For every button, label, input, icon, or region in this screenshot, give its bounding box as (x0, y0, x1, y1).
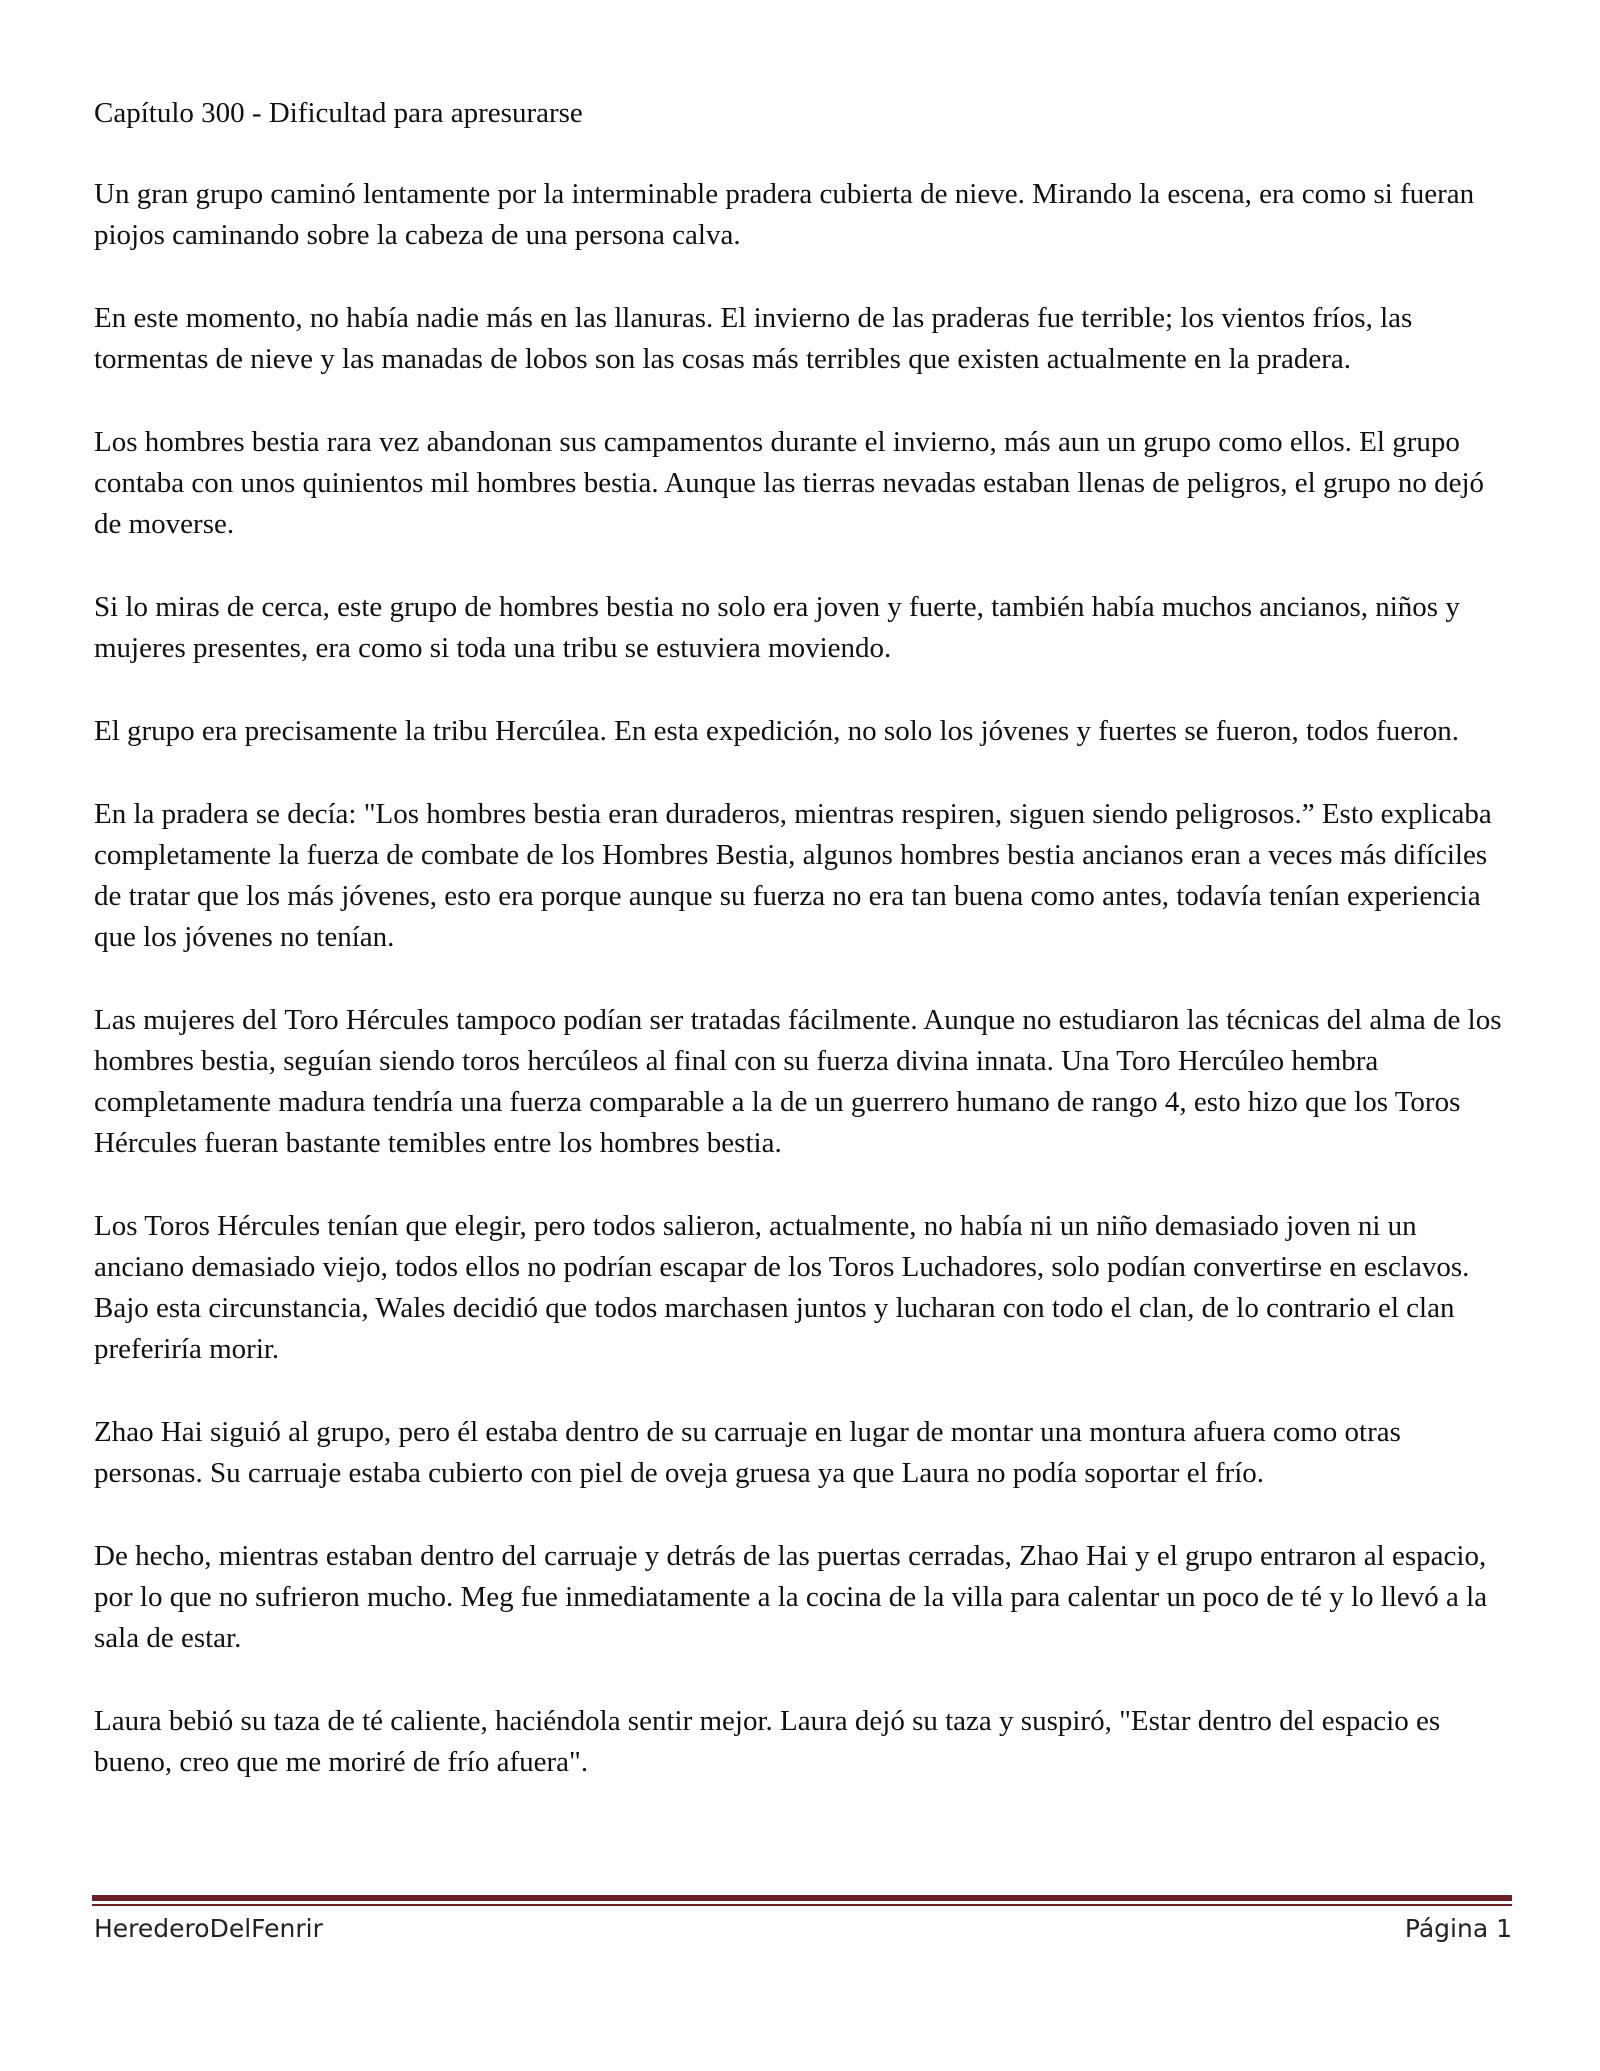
document-body (94, 92, 1514, 1825)
footer-divider-thin (92, 1904, 1512, 1906)
paragraph: Los hombres bestia rara vez abandonan sus campamentos durante el invierno, más aun un grupo como ellos. El grupo contaba con unos quinientos mil hombres bestia. Aunque las tierras nevadas estaban llenas de peligros, el grupo no dejó de moverse. (94, 426, 1485, 540)
paragraph: Un gran grupo caminó lentamente por la interminable pradera cubierta de nieve. Mirando la escena, era como si fueran piojos caminando sobre la cabeza de una persona calva. (94, 178, 1475, 251)
footer-page-number: Página 1 (1404, 1914, 1512, 1943)
paragraph: En la pradera se decía: "Los hombres bestia eran duraderos, mientras respiren, siguen siendo peligrosos.” Esto explicaba completamente la fuerza de combate de los Hombres Bestia, algunos hombres bestia ancianos eran a veces más difíciles de tratar que los más jóvenes, esto era porque aunque su fuerza no era tan buena como antes, todavía tenían experiencia que los jóvenes no tenían. (94, 798, 1492, 953)
paragraph: Si lo miras de cerca, este grupo de hombres bestia no solo era joven y fuerte, también había muchos ancianos, niños y mujeres presentes, era como si toda una tribu se estuviera moviendo. (94, 591, 1460, 664)
chapter-title: Capítulo 300 - Dificultad para apresurarse (94, 97, 583, 129)
footer-author: HerederoDelFenrir (94, 1914, 323, 1943)
paragraph: De hecho, mientras estaban dentro del carruaje y detrás de las puertas cerradas, Zhao Hai y el grupo entraron al espacio, por lo que no sufrieron mucho. Meg fue inmediatamente a la cocina de la villa para calentar un poco de té y lo llevó a la sala de estar. (94, 1540, 1488, 1654)
paragraph: Las mujeres del Toro Hércules tampoco podían ser tratadas fácilmente. Aunque no estudiaron las técnicas del alma de los hombres bestia, seguían siendo toros hercúleos al final con su fuerza divina innata. Una Toro Hercúleo hembra completamente madura tendría una fuerza comparable a la de un guerrero humano de rango 4, esto hizo que los Toros Hércules fueran bastante temibles entre los hombres bestia. (94, 1004, 1502, 1159)
paragraph: Laura bebió su taza de té caliente, haciéndola sentir mejor. Laura dejó su taza y suspiró, "Estar dentro del espacio es bueno, creo que me moriré de frío afuera". (94, 1705, 1441, 1778)
footer-divider-thick (92, 1895, 1512, 1901)
paragraph: En este momento, no había nadie más en las llanuras. El invierno de las praderas fue terrible; los vientos fríos, las tormentas de nieve y las manadas de lobos son las cosas más terribles que existen actualmente en la pradera. (94, 302, 1413, 375)
paragraph: El grupo era precisamente la tribu Hercúlea. En esta expedición, no solo los jóvenes y fuertes se fueron, todos fueron. (94, 715, 1459, 747)
paragraph: Zhao Hai siguió al grupo, pero él estaba dentro de su carruaje en lugar de montar una montura afuera como otras personas. Su carruaje estaba cubierto con piel de oveja gruesa ya que Laura no podía soportar el frío. (94, 1416, 1401, 1489)
paragraph: Los Toros Hércules tenían que elegir, pero todos salieron, actualmente, no había ni un niño demasiado joven ni un anciano demasiado viejo, todos ellos no podrían escapar de los Toros Luchadores, solo podían convertirse en esclavos. Bajo esta circunstancia, Wales decidió que todos marchasen juntos y lucharan con todo el clan, de lo contrario el clan preferiría morir. (94, 1210, 1470, 1365)
page-footer (94, 1912, 1512, 1946)
